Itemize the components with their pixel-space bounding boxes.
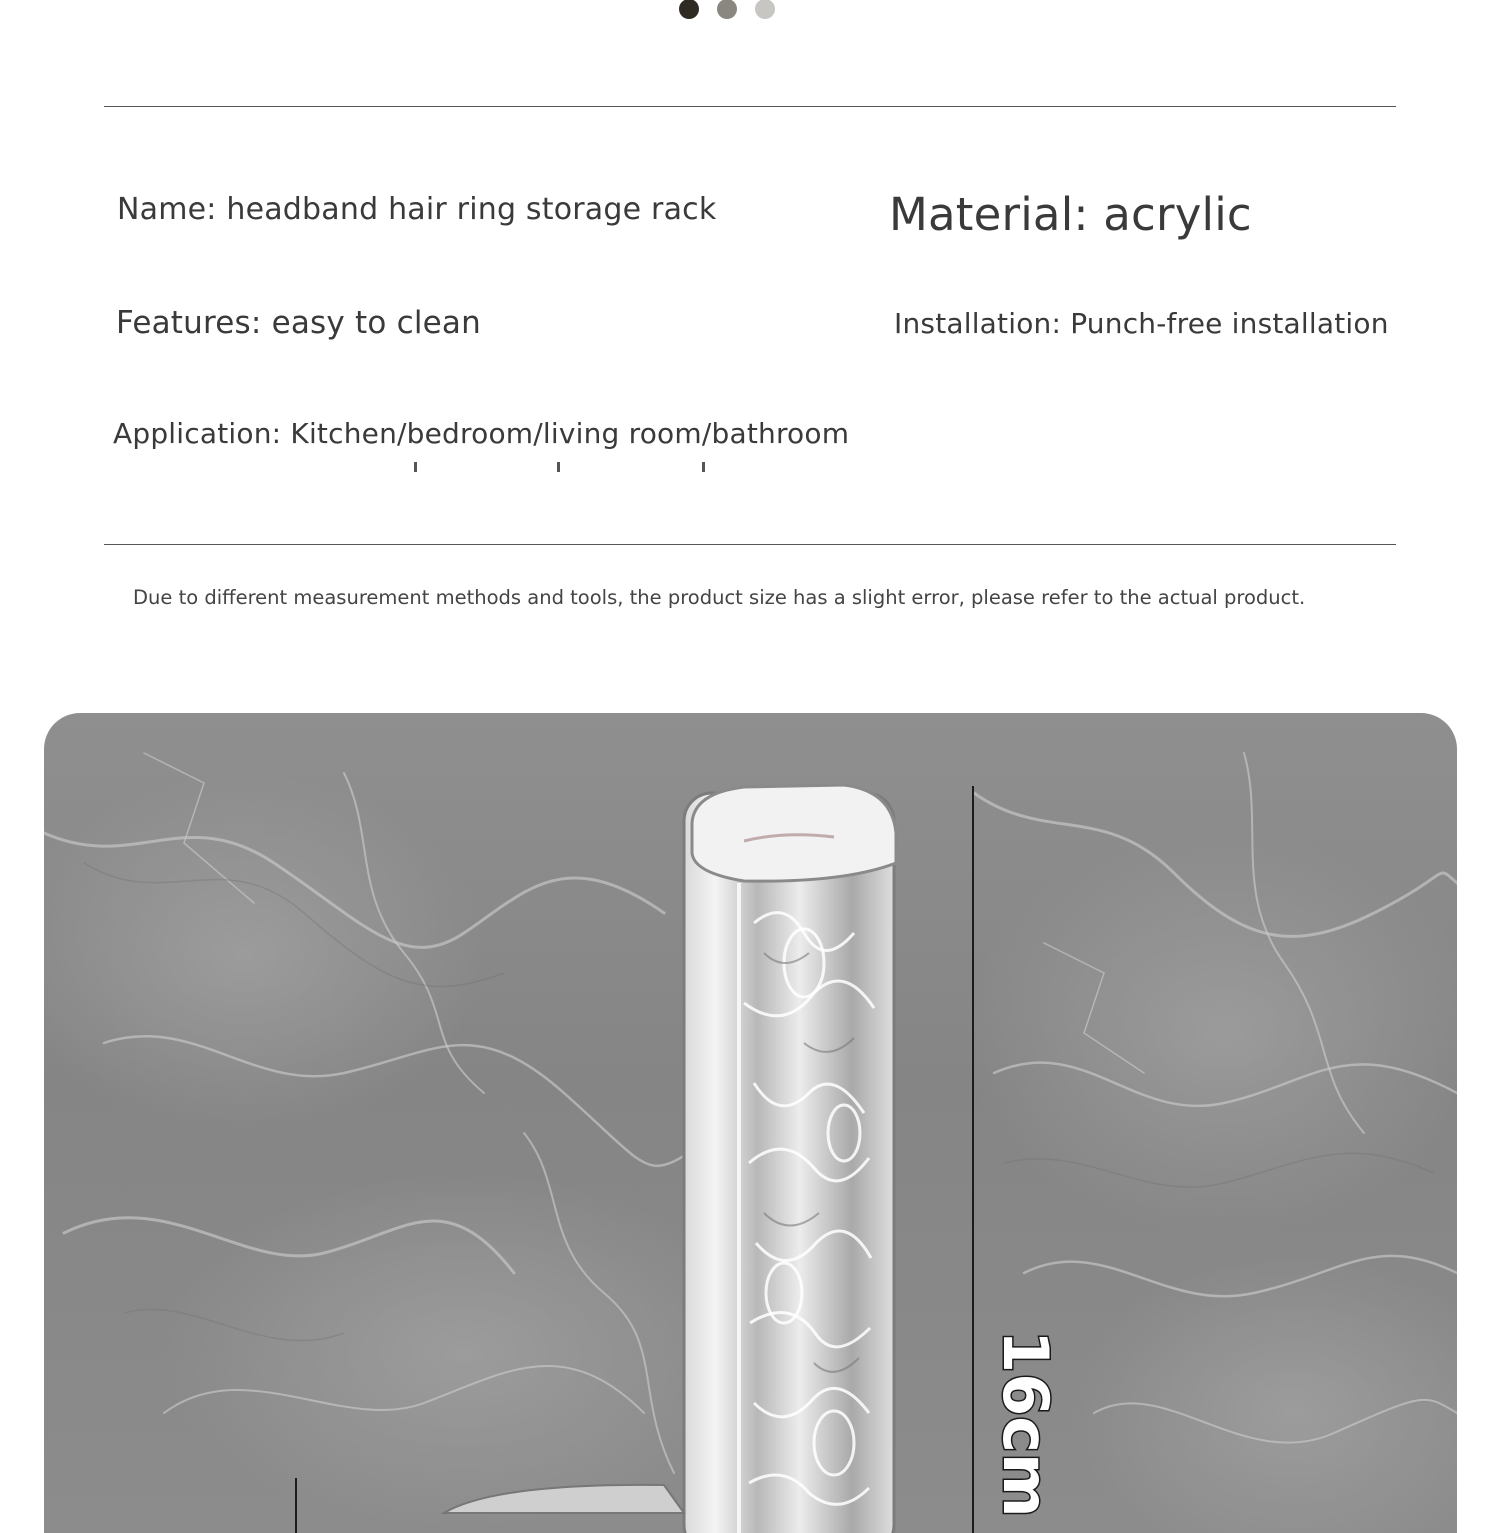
- spec-name: Name: headband hair ring storage rack: [117, 192, 717, 227]
- spec-application: Application: Kitchen/bedroom/living room/bathroom: [113, 417, 850, 450]
- carousel-indicator: [679, 0, 775, 20]
- spec-material: Material: acrylic: [889, 188, 1252, 241]
- height-dimension-label: 16cm: [989, 1330, 1062, 1518]
- spec-installation: Installation: Punch-free installation: [894, 307, 1389, 340]
- carousel-dot-2[interactable]: [717, 0, 737, 19]
- carousel-dot-1[interactable]: [679, 0, 699, 19]
- marble-background: [44, 713, 1457, 1533]
- product-photo: [44, 713, 1457, 1533]
- clipped-text-fragment: [414, 462, 417, 472]
- bottom-divider: [104, 544, 1396, 545]
- carousel-dot-3[interactable]: [755, 0, 775, 19]
- clipped-text-fragment: [557, 462, 560, 472]
- size-disclaimer: Due to different measurement methods and tools, the product size has a slight error, please refer to the actual product.: [133, 586, 1306, 609]
- top-divider: [104, 106, 1396, 107]
- clipped-text-fragment: [702, 462, 705, 472]
- spec-features: Features: easy to clean: [116, 305, 481, 341]
